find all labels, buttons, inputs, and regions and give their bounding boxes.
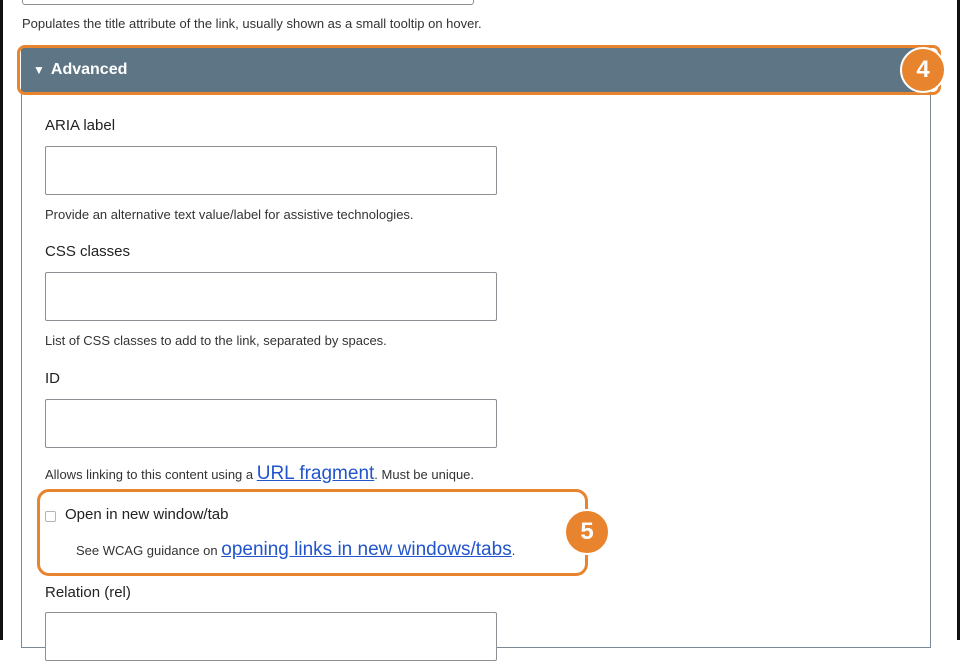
aria-label-label: ARIA label (45, 117, 116, 134)
link-title-help: Populates the title attribute of the link, usually shown as a small tooltip on hover. (22, 16, 482, 31)
id-label: ID (45, 370, 60, 387)
id-help-text: Allows linking to this content using a (45, 467, 257, 482)
advanced-title: Advanced (50, 61, 128, 78)
wcag-help-suffix: . (511, 543, 516, 558)
highlight-box-advanced (17, 45, 941, 95)
css-classes-label: CSS classes (45, 243, 131, 260)
relation-input[interactable] (45, 612, 497, 661)
highlight-box-new-window (37, 489, 588, 576)
relation-label: Relation (rel) (45, 584, 131, 601)
callout-badge-5: 5 (564, 509, 610, 555)
url-fragment-link[interactable]: URL fragment (256, 463, 375, 484)
id-help (45, 463, 474, 485)
triangle-down-icon: ▼ (33, 63, 45, 77)
css-classes-input[interactable] (45, 272, 497, 321)
window-frame-left (0, 0, 3, 640)
callout-badge-4: 4 (900, 47, 946, 93)
open-new-window-label[interactable]: Open in new window/tab (65, 506, 229, 523)
wcag-help-text: See WCAG guidance on (76, 543, 222, 558)
aria-label-help: Provide an alternative text value/label for assistive technologies. (45, 207, 414, 222)
id-help-suffix: . Must be unique. (374, 467, 475, 482)
wcag-guidance-link[interactable]: opening links in new windows/tabs (221, 539, 512, 560)
aria-label-input[interactable] (45, 146, 497, 195)
id-input[interactable] (45, 399, 497, 448)
link-title-input[interactable] (22, 0, 474, 5)
css-classes-help: List of CSS classes to add to the link, separated by spaces. (45, 333, 387, 348)
